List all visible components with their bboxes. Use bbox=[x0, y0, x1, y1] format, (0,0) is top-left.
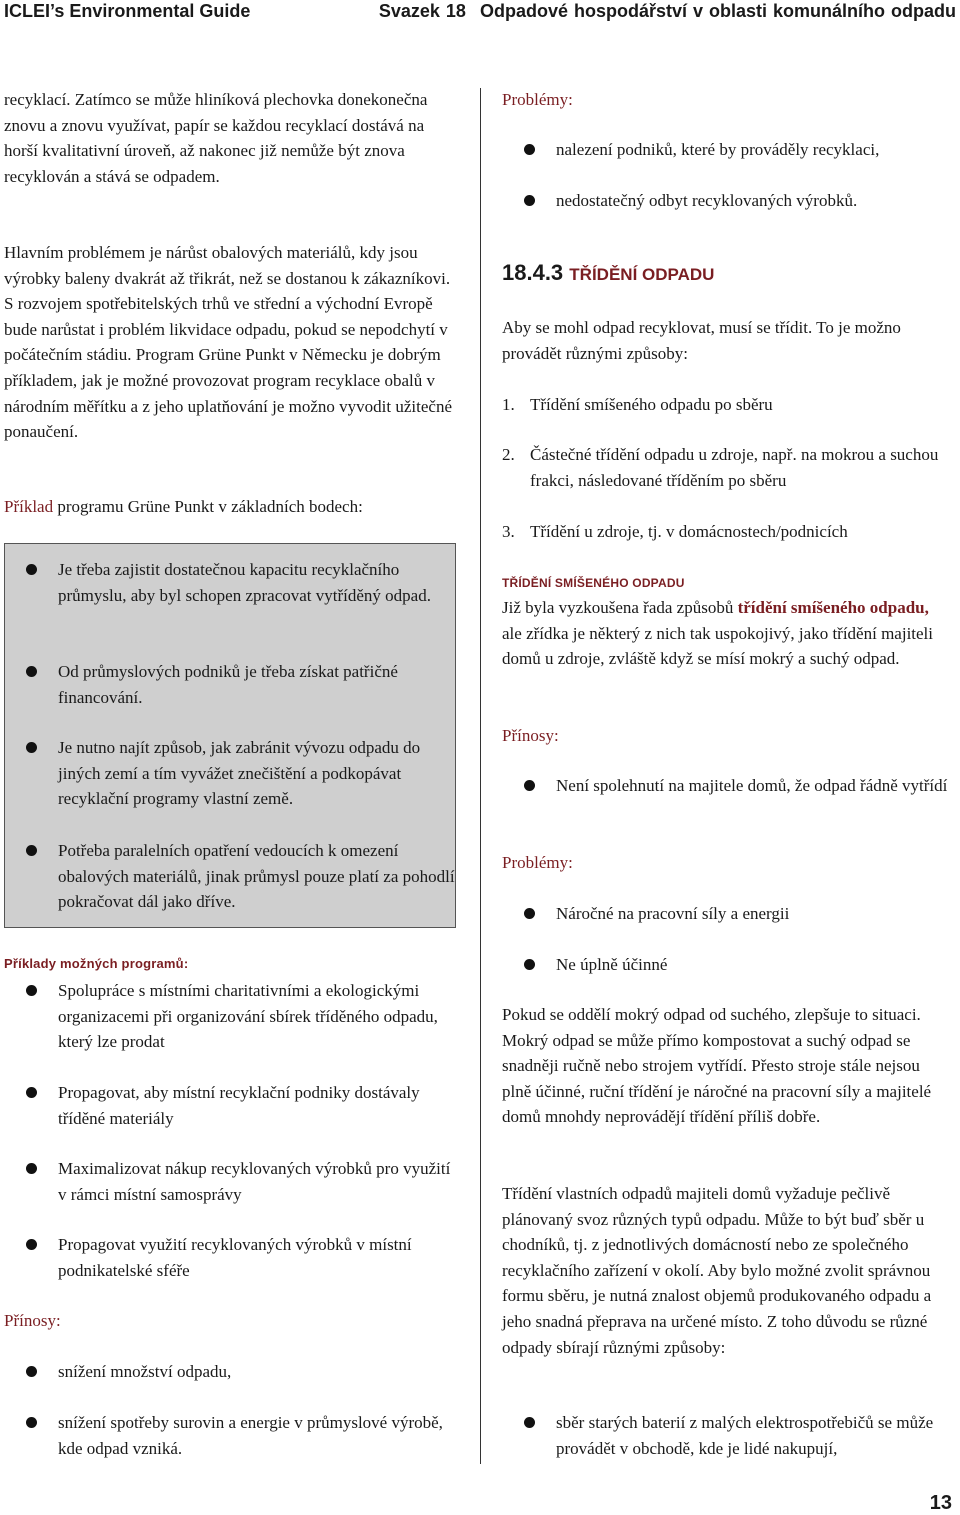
method-item bbox=[502, 442, 942, 493]
box-item-text: Od průmyslových podniků je třeba získat patřičné financování. bbox=[58, 662, 398, 707]
problem-item-text: Ne úplně účinné bbox=[556, 955, 668, 974]
page-header bbox=[0, 0, 960, 22]
benefit-item-text: Není spolehnutí na majitele domů, že odpad řádně vytřídí bbox=[556, 776, 948, 795]
guide-title: ICLEI’s Environmental Guide bbox=[4, 1, 251, 21]
owner-sorting-paragraph: Třídění vlastních odpadů majiteli domů vyžaduje pečlivě plánovaný svoz různých typů odpadu. Může to být buď sběr u chodníků, tj. z jednotlivých domácností nebo ze společného recyklačního zařízení v okolí. Aby bylo možné zvolit správnou formu sběru, je nutná znalost objemů produkovaného odpadu a jeho snadná přeprava na určené místo. Z toho důvodu se různé odpady sbírají různými způsoby: bbox=[502, 1184, 932, 1357]
wet-dry-paragraph: Pokud se oddělí mokrý odpad od suchého, zlepšuje to situaci. Mokrý odpad se může přímo kompostovat a suchý odpad se snadněji ručně nebo strojem vytřídí. Přesto stroje stále nejsou plně účinné, ruční třídění je náročné na pracovní síly a majitelé domů mnohdy neprovádějí třídění příliš dobře. bbox=[502, 1005, 932, 1127]
problem-item-text: nedostatečný odbyt recyklovaných výrobků. bbox=[556, 191, 858, 210]
program-item-text: Propagovat, aby místní recyklační podniky dostávaly tříděné materiály bbox=[58, 1083, 420, 1128]
bullet-icon bbox=[26, 564, 37, 575]
problem-item-text: Náročné na pracovní síly a energii bbox=[556, 904, 790, 923]
chapter-info bbox=[379, 0, 956, 22]
section-title: TŘÍDĚNÍ ODPADU bbox=[569, 265, 715, 284]
problem-item bbox=[502, 137, 956, 163]
bullet-icon bbox=[26, 742, 37, 753]
problem-item-text: nalezení podniků, které by prováděly recyklaci, bbox=[556, 140, 880, 159]
bullet-icon bbox=[524, 1417, 535, 1428]
benefits-label-right: Přínosy: bbox=[502, 726, 559, 745]
bullet-icon bbox=[26, 1239, 37, 1250]
mixed-sorting-heading: TŘÍDĚNÍ SMÍŠENÉHO ODPADU bbox=[502, 576, 685, 590]
mixed-text-b: ale zřídka je některý z nich tak uspokojivý, jako třídění majiteli domů u zdroje, zvláště když se mísí mokrý a suchý odpad. bbox=[502, 623, 934, 669]
method-text: Třídění u zdroje, tj. v domácnostech/podnicích bbox=[530, 522, 848, 541]
volume-label: Svazek 18 bbox=[378, 1, 466, 21]
problems-label-right: Problémy: bbox=[502, 853, 573, 872]
mixed-text-bold: třídění smíšeného odpadu, bbox=[737, 598, 929, 617]
bullet-icon bbox=[26, 845, 37, 856]
section-heading bbox=[502, 259, 714, 289]
bullet-icon bbox=[26, 985, 37, 996]
problem-item bbox=[502, 952, 956, 978]
paragraph-recycling: recyklací. Zatímco se může hliníková plechovka donekonečna znovu a znovu využívat, papír se každou recyklací dostává na horší kvalitativní úroveň, až nakonec již nemůže být znova recyklován a stává se odpadem. bbox=[4, 90, 428, 186]
method-item bbox=[502, 392, 942, 418]
bullet-icon bbox=[26, 1366, 37, 1377]
benefit-item-text: snížení množství odpadu, bbox=[58, 1362, 232, 1381]
bullet-icon bbox=[524, 959, 535, 970]
collection-item-text: sběr starých baterií z malých elektrospotřebičů se může provádět v obchodě, kde je lidé nakupují, bbox=[556, 1413, 934, 1458]
programs-heading: Příklady možných programů: bbox=[4, 956, 189, 971]
box-item bbox=[4, 557, 456, 608]
program-item-text: Spolupráce s místními charitativními a ekologickými organizacemi při organizování sbírek tříděného odpadu, který lze prodat bbox=[58, 981, 438, 1052]
box-item bbox=[4, 838, 456, 915]
bullet-icon bbox=[524, 908, 535, 919]
box-item-text: Je třeba zajistit dostatečnou kapacitu recyklačního průmyslu, aby byl schopen zpracovat vytříděný odpad. bbox=[58, 560, 431, 605]
method-text: Třídění smíšeného odpadu po sběru bbox=[530, 395, 773, 414]
method-item bbox=[502, 519, 942, 545]
paragraph-packaging: Hlavním problémem je nárůst obalových materiálů, kdy jsou výrobky baleny dvakrát až třikrát, než se dostanou k zákazníkovi. S rozvojem spotřebitelských trhů ve střední a východní Evropě bude narůstat i problém likvidace odpadu, pokud se nepodchytí v počátečním stádiu. Program Grüne Punkt v Německu je dobrým příkladem, jak je možné provozovat program recyklace obalů v národním měřítku a z jeho uplatňování je možno vyvodit užitečné ponaučení. bbox=[4, 243, 453, 442]
mixed-text-a: Již byla vyzkoušena řada způsobů bbox=[502, 598, 738, 617]
bullet-icon bbox=[524, 144, 535, 155]
method-text: Částečné třídění odpadu u zdroje, např. na mokrou a suchou frakci, následované tříděním po sběru bbox=[530, 445, 939, 490]
program-item bbox=[4, 978, 456, 1055]
program-item bbox=[4, 1156, 456, 1207]
chapter-title: Odpadové hospodářství v oblasti komunálního odpadu bbox=[479, 1, 956, 21]
program-item bbox=[4, 1080, 456, 1131]
benefit-item bbox=[4, 1410, 456, 1461]
benefits-label: Přínosy: bbox=[4, 1311, 61, 1330]
collection-item bbox=[502, 1410, 956, 1461]
box-item-text: Potřeba paralelních opatření vedoucích k omezení obalových materiálů, jinak průmysl pouze platí za pohodlí pokračovat dál jako dříve. bbox=[58, 841, 455, 912]
benefit-item-text: snížení spotřeby surovin a energie v průmyslové výrobě, kde odpad vzniká. bbox=[58, 1413, 443, 1458]
program-item-text: Maximalizovat nákup recyklovaných výrobků pro využití v rámci místní samosprávy bbox=[58, 1159, 451, 1204]
method-number: 3. bbox=[502, 522, 515, 541]
program-item-text: Propagovat využití recyklovaných výrobků v místní podnikatelské sféře bbox=[58, 1235, 412, 1280]
problems-label: Problémy: bbox=[502, 90, 573, 109]
column-divider bbox=[480, 88, 481, 1464]
bullet-icon bbox=[26, 666, 37, 677]
method-number: 2. bbox=[502, 445, 515, 464]
benefit-item bbox=[4, 1359, 456, 1385]
example-label: Příklad bbox=[4, 497, 54, 516]
example-intro bbox=[4, 494, 452, 520]
bullet-icon bbox=[524, 195, 535, 206]
bullet-icon bbox=[26, 1087, 37, 1098]
problem-item bbox=[502, 188, 956, 214]
box-item bbox=[4, 735, 456, 812]
page-number: 13 bbox=[929, 1492, 952, 1514]
method-number: 1. bbox=[502, 395, 515, 414]
section-number: 18.4.3 bbox=[502, 260, 564, 285]
box-item-text: Je nutno najít způsob, jak zabránit vývozu odpadu do jiných zemí a tím vyvážet znečištění a podkopávat recyklační programy vlastní země. bbox=[58, 738, 421, 809]
benefit-item bbox=[502, 773, 956, 799]
example-rest: programu Grüne Punkt v základních bodech: bbox=[53, 497, 363, 516]
mixed-sorting-paragraph bbox=[502, 595, 952, 672]
bullet-icon bbox=[524, 780, 535, 791]
bullet-icon bbox=[26, 1163, 37, 1174]
bullet-icon bbox=[26, 1417, 37, 1428]
problem-item bbox=[502, 901, 956, 927]
program-item bbox=[4, 1232, 456, 1283]
sorting-intro: Aby se mohl odpad recyklovat, musí se třídit. To je možno provádět různými způsoby: bbox=[502, 318, 901, 363]
box-item bbox=[4, 659, 456, 710]
